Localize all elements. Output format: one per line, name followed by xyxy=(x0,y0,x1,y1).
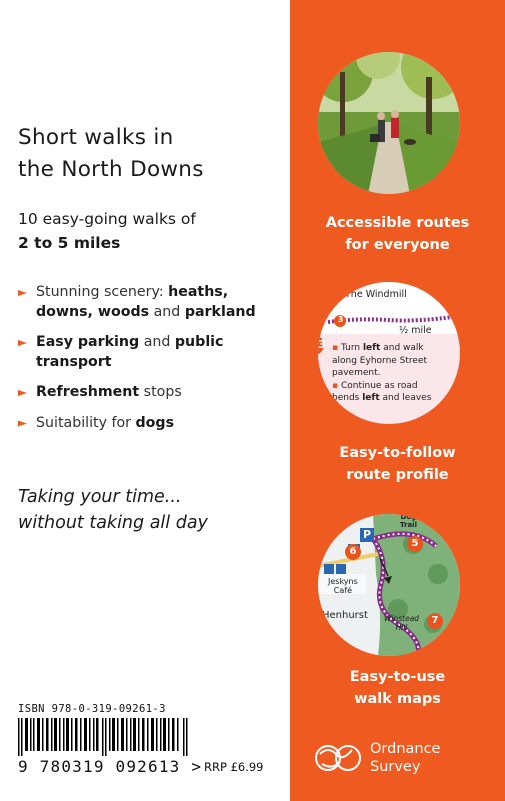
map-point-6: 6 xyxy=(349,546,357,557)
caption-line: Accessible routes xyxy=(325,215,470,231)
bullet-arrow-icon xyxy=(18,340,27,346)
price-label: RRP £6.99 xyxy=(204,760,264,774)
walkers-photo xyxy=(318,52,460,194)
route-profile-sample xyxy=(318,282,460,424)
publisher-line-1: Ordnance xyxy=(370,741,441,757)
bullet-item-dogs: Suitability for dogs xyxy=(18,414,283,434)
step-number-badge: 3 xyxy=(318,338,326,351)
map-point-7: 7 xyxy=(431,615,439,626)
book-title xyxy=(18,122,283,186)
caption-line: for everyone xyxy=(345,237,450,253)
profile-distance-label: ½ mile xyxy=(399,325,432,336)
bullet-item-refreshment: Refreshment stops xyxy=(18,383,283,403)
caption-line: Easy-to-follow xyxy=(339,445,456,461)
publisher-name xyxy=(370,740,440,776)
intro-line-1: 10 easy-going walks of xyxy=(18,210,196,228)
bullet-item-parking: Easy parking and public transport xyxy=(18,333,283,372)
bullet-item-scenery: Stunning scenery: heaths, downs, woods and parkland xyxy=(18,283,283,322)
map-point-5: 5 xyxy=(411,538,419,549)
winstead-hill-label: Winstead Hill xyxy=(384,614,420,632)
bullet-arrow-icon xyxy=(18,390,27,396)
tagline xyxy=(18,484,288,536)
walk-map-sample xyxy=(318,514,460,656)
profile-marker-number: 3 xyxy=(337,315,344,324)
caption-walk-maps xyxy=(290,666,505,710)
henhurst-label: Henhurst xyxy=(322,610,368,621)
dog-trail-label: Dog Trail xyxy=(400,514,417,529)
bullet-arrow-icon xyxy=(18,421,27,427)
intro-text xyxy=(18,207,283,255)
caption-line: Easy-to-use xyxy=(349,669,446,685)
parking-icon: P xyxy=(362,528,372,541)
profile-place-label: The Windmill xyxy=(345,289,407,300)
tagline-line-1: Taking your time... xyxy=(18,487,182,507)
caption-line: walk maps xyxy=(354,691,441,707)
cafe-label: Jeskyns Café xyxy=(328,577,358,595)
caption-route-profile xyxy=(290,442,505,486)
tagline-line-2: without taking all day xyxy=(18,513,208,533)
barcode-image xyxy=(18,718,190,756)
feature-bullet-list xyxy=(18,283,283,444)
isbn-text: ISBN 978-0-319-09261-3 xyxy=(18,703,166,715)
publisher-line-2: Survey xyxy=(370,759,421,775)
title-line-2: the North Downs xyxy=(18,157,204,182)
caption-line: route profile xyxy=(346,467,449,483)
route-instructions: ▪ Turn left and walk along Eyhorne Street pavement. ▪ Continue as road bends left and leaves xyxy=(332,343,432,403)
title-line-1: Short walks in xyxy=(18,125,174,150)
intro-line-2: 2 to 5 miles xyxy=(18,234,121,252)
caption-accessible-routes xyxy=(290,212,505,256)
bullet-arrow-icon xyxy=(18,290,27,296)
barcode-number: 9 780319 092613 > xyxy=(18,757,203,776)
